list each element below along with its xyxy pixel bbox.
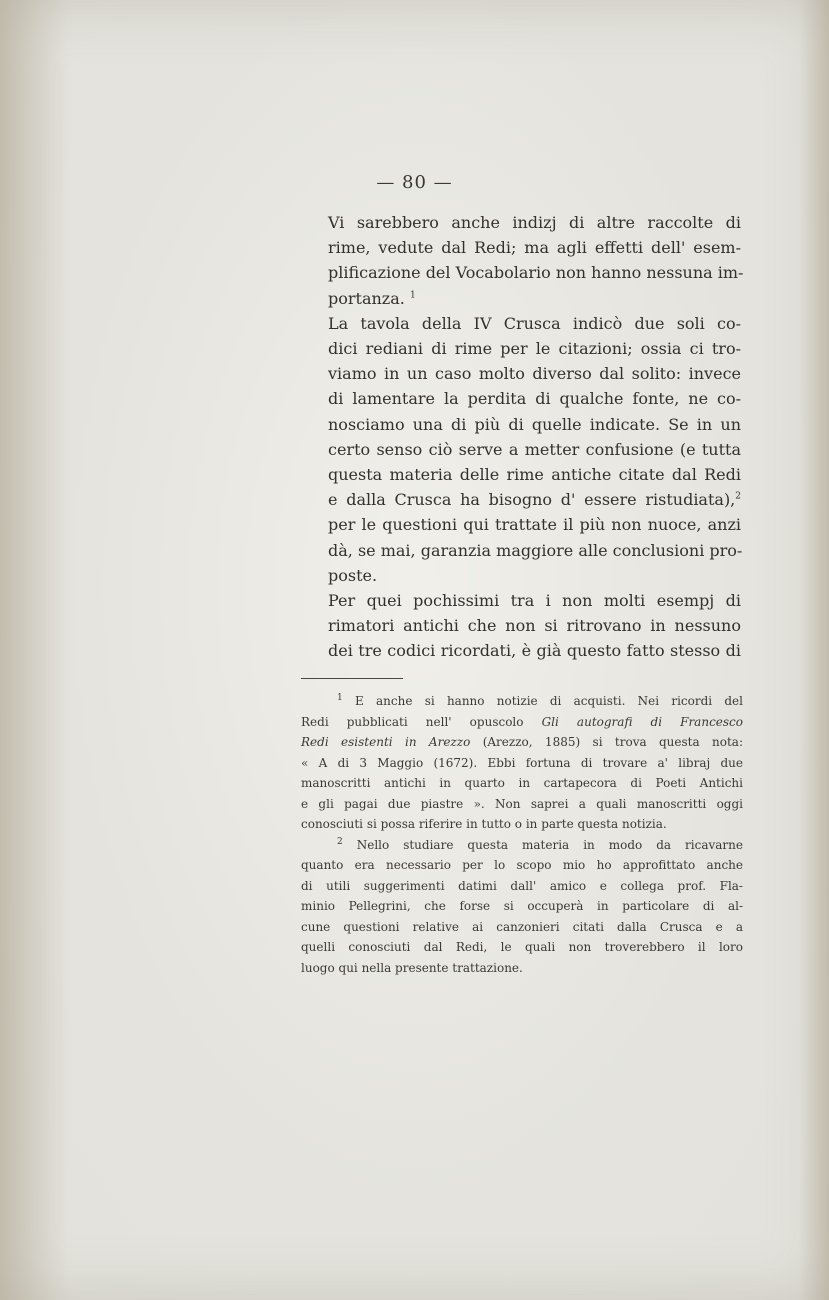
footnote-number: 2	[337, 836, 343, 847]
footnote-line: « A di 3 Maggio (1672). Ebbi fortuna di trovare a' libraj due	[301, 755, 743, 770]
paragraph-3	[300, 588, 741, 664]
footnote-ref-1: 1	[409, 290, 416, 301]
page-number: — 80 —	[376, 172, 453, 193]
footnote-line: conosciuti si possa riferire in tutto o in parte questa notizia.	[301, 817, 667, 831]
text-line: di lamentare la perdita di qualche fonte, ne co-	[328, 389, 741, 409]
footnote-number: 1	[337, 693, 343, 703]
text-line: nosciamo una di più di quelle indicate. Se in un	[328, 414, 741, 434]
footnote-divider	[301, 678, 403, 679]
footnote-line: manoscritti antichi in quarto in cartapecora di Poeti Antichi	[301, 776, 743, 790]
footnote-line: Redi pubblicati nell' opuscolo Gli autografi di Francesco	[301, 714, 743, 729]
text-line: rimatori antichi che non si ritrovano in nessuno	[328, 616, 741, 636]
text-line: Per quei pochissimi tra i non molti esempj di	[328, 591, 741, 611]
footnotes	[301, 691, 743, 978]
paragraph-2	[300, 311, 741, 588]
text-line: dà, se mai, garanzia maggiore alle conclusioni pro-	[328, 540, 743, 560]
footnote-line: luogo qui nella presente trattazione.	[301, 960, 523, 975]
text-line: e dalla Crusca ha bisogno d' essere ristudiata),$^2$	[328, 490, 741, 510]
text-line: viamo in un caso molto diverso dal solito: invece	[328, 364, 741, 384]
footnote-1	[301, 691, 743, 835]
footnote-line: cune questioni relative ai canzonieri citati dalla Crusca e a	[301, 919, 743, 934]
text-line: per le questioni qui trattate il più non nuoce, anzi	[328, 515, 741, 535]
text-line: plificazione del Vocabolario non hanno nessuna im-	[328, 263, 744, 283]
italic-title: Gli autografi di Francesco	[541, 714, 743, 729]
text-line: dei tre codici ricordati, è già questo fatto stesso di	[328, 641, 741, 661]
text-line: questa materia delle rime antiche citate dal Redi	[328, 465, 741, 485]
footnote-line: $^1$ E anche si hanno notizie di acquisti. Nei ricordi del	[337, 693, 743, 708]
footnote-line: di utili suggerimenti datimi dall' amico e collega prof. Fla-	[301, 878, 743, 893]
text-line: dici rediani di rime per le citazioni; ossia ci tro-	[328, 339, 741, 359]
main-text	[300, 210, 744, 664]
footnote-line: e gli pagai due piastre ». Non saprei a quali manoscritti oggi	[301, 796, 743, 811]
text-line: rime, vedute dal Redi; ma agli effetti dell' esem-	[328, 238, 741, 258]
footnote-ref-2: 2	[735, 491, 741, 502]
text-line: poste.	[328, 565, 378, 585]
italic-title: Redi esistenti in Arezzo	[301, 735, 471, 749]
text-line: certo senso ciò serve a metter confusione (e tutta	[328, 439, 741, 459]
footnote-line: Redi esistenti in Arezzo (Arezzo, 1885) si trova questa nota:	[301, 735, 743, 749]
footnote-2	[301, 835, 743, 979]
footnote-line: quelli conosciuti dal Redi, le quali non troverebbero il loro	[301, 940, 743, 954]
text-line: La tavola della IV Crusca indicò due soli co-	[328, 313, 741, 333]
paragraph-1	[300, 210, 744, 311]
text-line: Vi sarebbero anche indizj di altre raccolte di	[328, 213, 741, 232]
footnote-line: $^2$ Nello studiare questa materia in modo da ricavarne	[337, 836, 743, 852]
footnote-line: minio Pellegrini, che forse si occuperà in particolare di al-	[301, 899, 743, 913]
footnote-line: quanto era necessario per lo scopo mio ho approfittato anche	[301, 858, 743, 872]
text-line: portanza. $^1$	[328, 288, 416, 308]
